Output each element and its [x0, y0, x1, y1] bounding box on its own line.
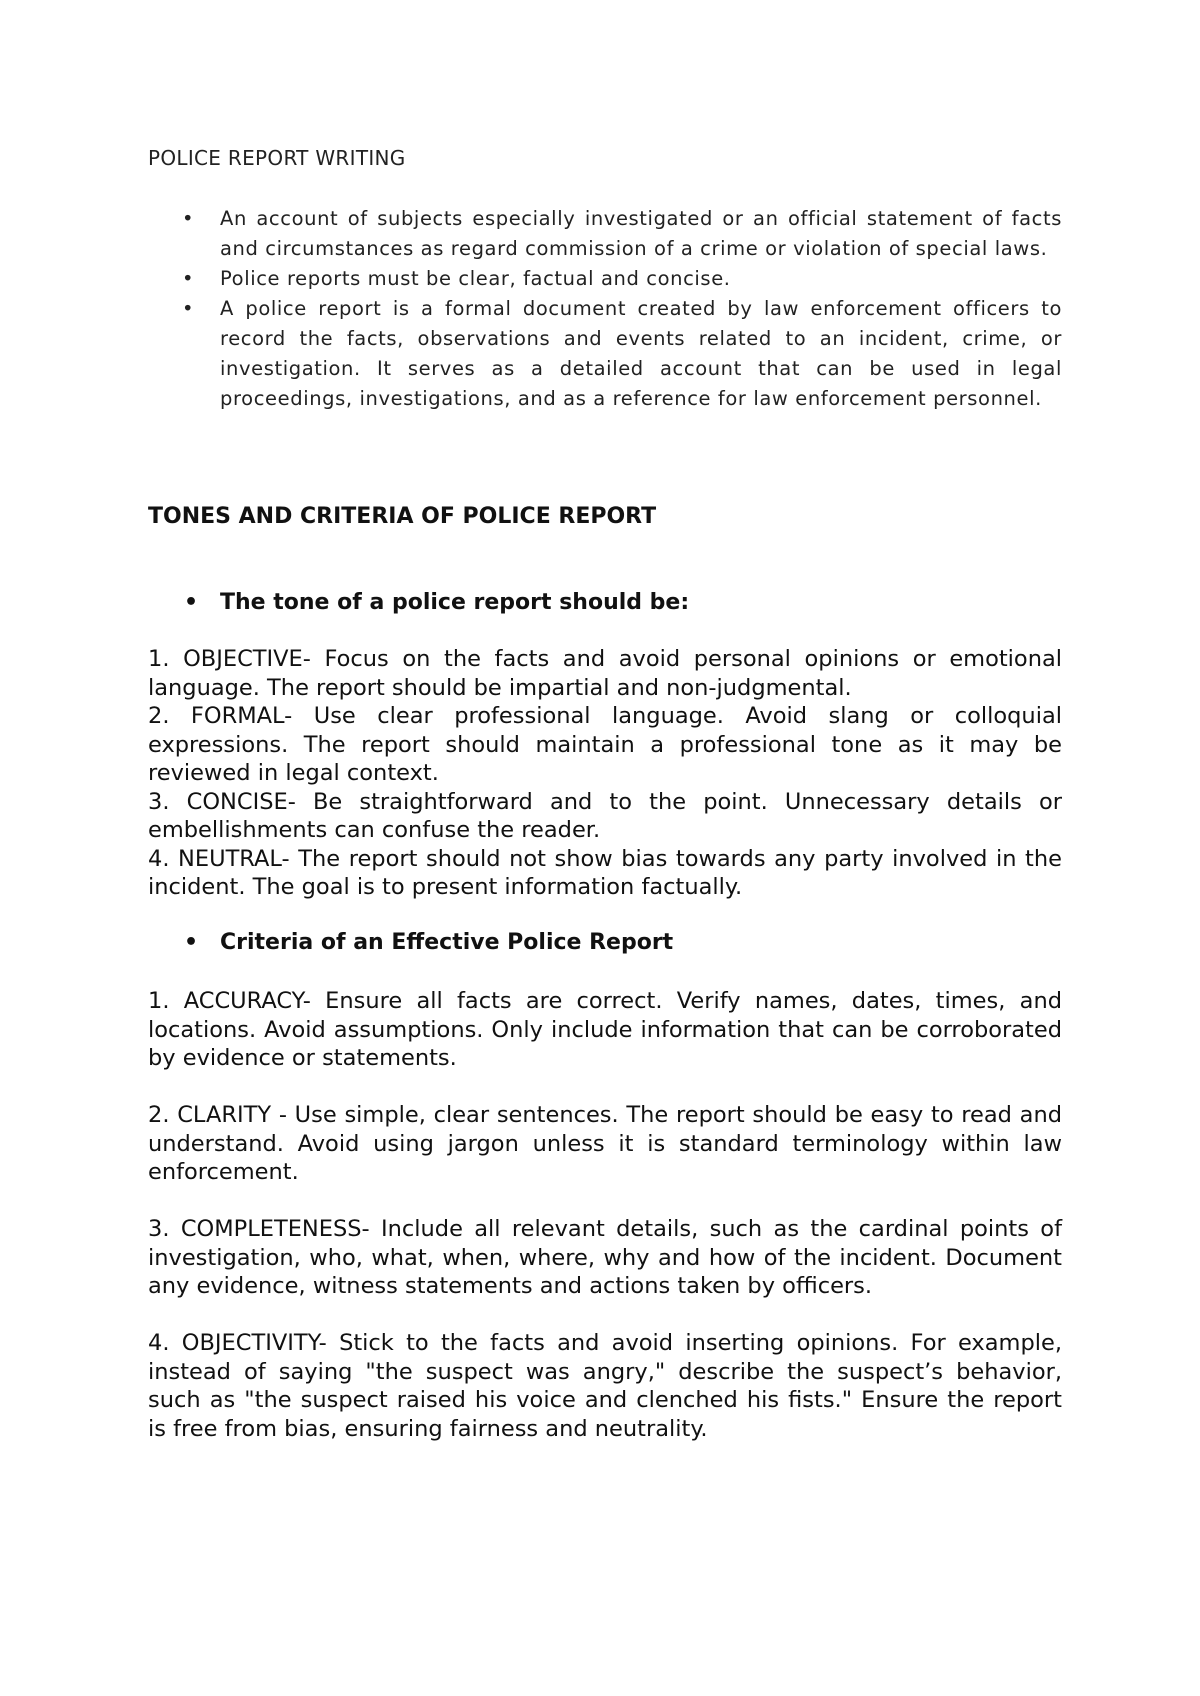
criteria-subheading: • Criteria of an Effective Police Report — [220, 930, 673, 955]
list-item: • A police report is a formal document created by law enforcement officers to record the facts, observations and events related to an incident, crime, or investigation. It serves as a detailed account that can be used in legal proceedings, investigations, and as a reference for law enforcement personnel. — [148, 294, 1062, 414]
criteria-list — [148, 987, 1062, 1472]
list-item: • Police reports must be clear, factual and concise. — [148, 264, 1062, 294]
tone-item: 2. FORMAL- Use clear professional language. Avoid slang or colloquial expressions. The report should maintain a professional tone as it may be reviewed in legal context. — [148, 703, 1062, 786]
tone-item: 1. OBJECTIVE- Focus on the facts and avoid personal opinions or emotional language. The report should be impartial and non-judgmental. — [148, 646, 1062, 701]
tone-list — [148, 645, 1062, 902]
document-title: POLICE REPORT WRITING — [148, 146, 406, 170]
tone-item: 4. NEUTRAL- The report should not show bias towards any party involved in the incident. The goal is to present information factually. — [148, 845, 1062, 900]
intro-bullet-list — [148, 204, 1062, 414]
criteria-item: 4. OBJECTIVITY- Stick to the facts and avoid inserting opinions. For example, instead of saying "the suspect was angry," describe the suspect’s behavior, such as "the suspect raised his voice and clenched his fists." Ensure the report is free from bias, ensuring fairness and neutrality. — [148, 1330, 1062, 1442]
tone-subheading: • The tone of a police report should be: — [220, 590, 689, 615]
section-heading: TONES AND CRITERIA OF POLICE REPORT — [148, 504, 657, 529]
tone-item: 3. CONCISE- Be straightforward and to the point. Unnecessary details or embellishments can confuse the reader. — [148, 788, 1062, 843]
criteria-item: 2. CLARITY - Use simple, clear sentences. The report should be easy to read and understand. Avoid using jargon unless it is standard terminology within law enforcement. — [148, 1102, 1062, 1185]
list-item: • An account of subjects especially investigated or an official statement of facts and circumstances as regard commission of a crime or violation of special laws. — [148, 204, 1062, 264]
criteria-item: 1. ACCURACY- Ensure all facts are correct. Verify names, dates, times, and locations. Avoid assumptions. Only include information that can be corroborated by evidence or statements. — [148, 988, 1062, 1071]
criteria-item: 3. COMPLETENESS- Include all relevant details, such as the cardinal points of investigation, who, what, when, where, why and how of the incident. Document any evidence, witness statements and actions taken by officers. — [148, 1216, 1062, 1299]
